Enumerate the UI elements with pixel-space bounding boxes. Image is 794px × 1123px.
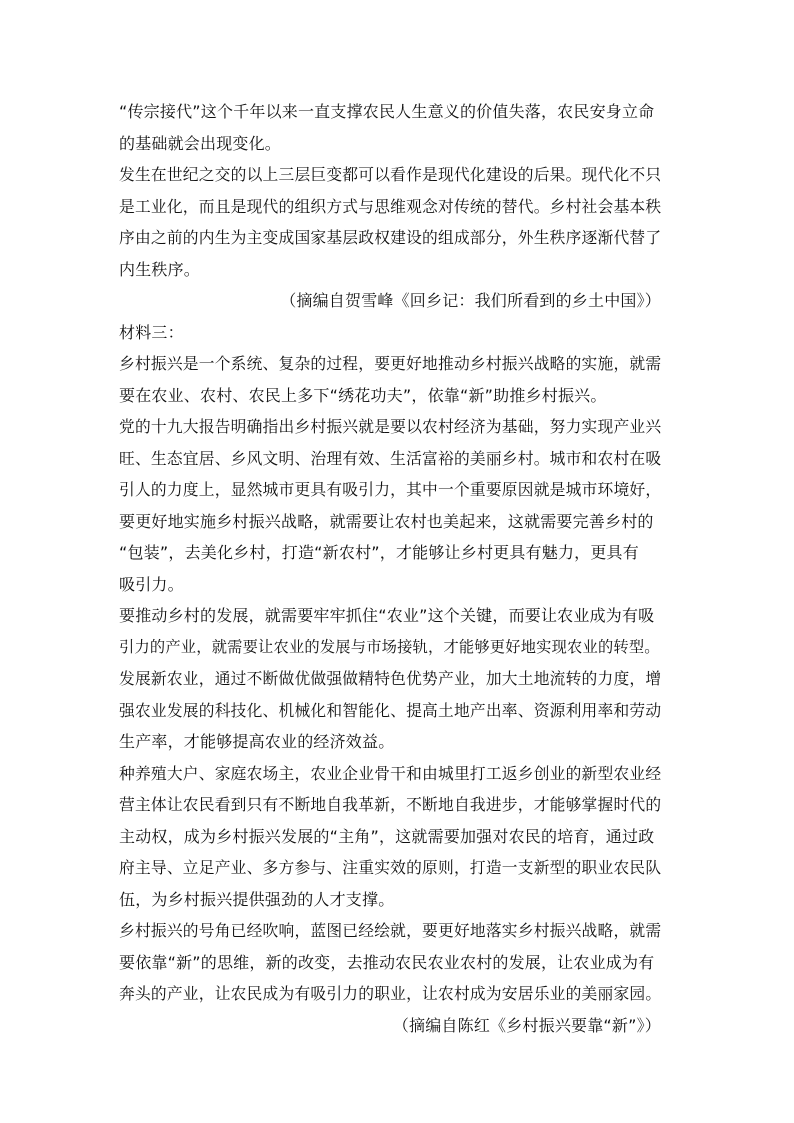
text-line: 内生秩序。	[119, 259, 201, 279]
text-line: 是工业化，而且是现代的组织方式与思维观念对传统的替代。乡村社会基本秩	[119, 196, 662, 216]
text-line: 发展新农业，通过不断做优做强做精特色优势产业，加大土地流转的力度，增	[119, 669, 662, 688]
text-line: 要在农业、农村、农民上多下“绣花功夫”，依靠“新”助推乡村振兴。	[119, 385, 607, 405]
text-line: 乡村振兴是一个系统、复杂的过程，要更好地推动乡村振兴战略的实施，就需	[119, 354, 662, 373]
text-line: 序由之前的内生为主变成国家基层政权建设的组成部分，外生秩序逐渐代替了	[119, 228, 662, 247]
text-line: “包装”，去美化乡村，打造“新农村”，才能够让乡村更具有魅力，更具有	[119, 543, 639, 562]
text-line: 奔头的产业，让农民成为有吸引力的职业，让农村成为安居乐业的美丽家园。	[119, 984, 662, 1003]
section-heading: 材料三：	[119, 322, 184, 342]
text-line: 发生在世纪之交的以上三层巨变都可以看作是现代化建设的后果。现代化不只	[119, 165, 662, 184]
text-line: 引人的力度上，显然城市更具有吸引力，其中一个重要原因就是城市环境好，	[119, 480, 662, 499]
text-line: 要更好地实施乡村振兴战略，就需要让农村也美起来，这就需要完善乡村的	[119, 511, 654, 531]
text-line: 乡村振兴的号角已经吹响，蓝图已经绘就，要更好地落实乡村振兴战略，就需	[119, 921, 662, 940]
source-citation: （摘编自陈红《乡村振兴要靠“新”》）	[392, 1015, 661, 1035]
document-body	[119, 96, 661, 1041]
text-line: 主动权，成为乡村振兴发展的“主角”，这就需要加强对农民的培育，通过政	[119, 826, 655, 846]
text-line: 伍，为乡村振兴提供强劲的人才支撑。	[119, 889, 395, 909]
text-line: 吸引力。	[119, 574, 184, 594]
text-line: 营主体让农民看到只有不断地自我革新，不断地自我进步，才能够掌握时代的	[119, 795, 662, 814]
text-line: 旺、生态宜居、乡风文明、治理有效、生活富裕的美丽乡村。城市和农村在吸	[119, 448, 662, 468]
text-line: 的基础就会出现变化。	[119, 133, 282, 153]
text-line: 生产率，才能够提高农业的经济效益。	[119, 732, 395, 751]
text-line: 党的十九大报告明确指出乡村振兴就是要以农村经济为基础，努力实现产业兴	[119, 417, 662, 436]
text-line: 引力的产业，就需要让农业的发展与市场接轨，才能够更好地实现农业的转型。	[119, 637, 660, 656]
text-line: 强农业发展的科技化、机械化和智能化、提高土地产出率、资源利用率和劳动	[119, 700, 662, 720]
text-line: 要推动乡村的发展，就需要牢牢抓住“农业”这个关键，而要让农业成为有吸	[119, 606, 655, 625]
text-line: 府主导、立足产业、多方参与、注重实效的原则，打造一支新型的职业农民队	[119, 858, 662, 877]
source-citation: （摘编自贺雪峰《回乡记：我们所看到的乡土中国》）	[280, 291, 661, 310]
text-line: 种养殖大户、家庭农场主，农业企业骨干和由城里打工返乡创业的新型农业经	[119, 763, 662, 783]
text-line: 要依靠“新”的思维，新的改变，去推动农民农业农村的发展，让农业成为有	[119, 952, 655, 972]
text-line: “传宗接代”这个千年以来一直支撑农民人生意义的价值失落，农民安身立命	[119, 102, 655, 121]
